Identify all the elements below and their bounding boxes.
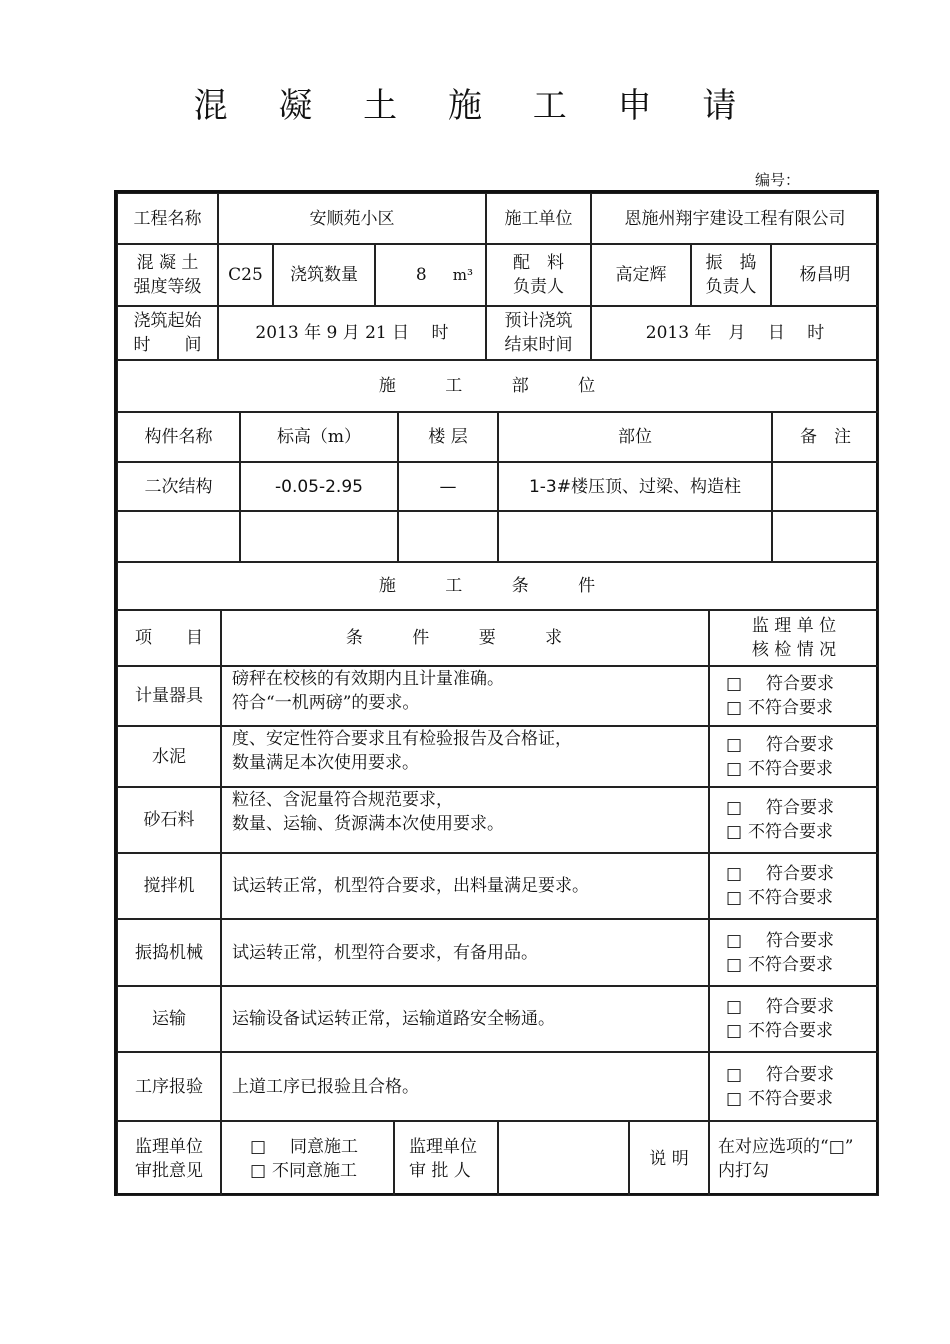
condition-check-mixer xyxy=(709,853,879,919)
option-nonconform-label: 不符合要求 xyxy=(748,954,833,975)
checkbox-icon[interactable]: □ xyxy=(725,888,743,908)
checkbox-icon[interactable]: □ xyxy=(725,997,743,1017)
approver-label-line1: 监理单位 xyxy=(409,1136,477,1157)
condition-req-process: 上道工序已报验且合格。 xyxy=(221,1052,709,1121)
option-nonconform[interactable] xyxy=(720,886,833,910)
mix-responsible-label-line2: 负责人 xyxy=(513,277,564,297)
condition-check-transport xyxy=(709,986,879,1052)
checkbox-icon[interactable]: □ xyxy=(725,1088,743,1109)
pour-start-label-line1: 浇筑起始 xyxy=(133,311,202,331)
location-empty-elevation xyxy=(240,511,398,562)
approval-opinion-label-line2: 审批意见 xyxy=(135,1160,203,1181)
location-empty-floor xyxy=(398,511,498,562)
note-text-line2: 内打勾 xyxy=(718,1160,769,1181)
mix-responsible-label-line1: 配 料 xyxy=(513,253,564,273)
condition-item-cement: 水泥 xyxy=(117,726,221,787)
location-row-elevation: -0.05-2.95 xyxy=(240,462,398,511)
condition-check-process xyxy=(709,1052,879,1121)
option-conform[interactable] xyxy=(720,929,834,953)
approval-opinion-label xyxy=(117,1121,221,1196)
document-title: 混 凝 土 施 工 申 请 xyxy=(193,86,757,126)
approval-opinion-label-line1: 监理单位 xyxy=(135,1136,203,1157)
condition-check-aggregate xyxy=(709,787,879,853)
option-conform[interactable] xyxy=(720,672,834,696)
project-name-label: 工程名称 xyxy=(117,193,218,244)
condition-item-vibrator: 振捣机械 xyxy=(117,919,221,986)
condition-req-line2: 数量满足本次使用要求。 xyxy=(232,753,419,773)
condition-item-mixer: 搅拌机 xyxy=(117,853,221,919)
condition-item-process: 工序报验 xyxy=(117,1052,221,1121)
condition-req-measuring xyxy=(221,666,709,726)
option-nonconform[interactable] xyxy=(720,1087,833,1111)
strength-grade-label-line1: 混 凝 土 xyxy=(136,253,199,273)
pour-start-label-line2: 时 间 xyxy=(133,335,202,355)
option-conform-label: 符合要求 xyxy=(766,734,834,755)
condition-req-line1: 粒径、含泥量符合规范要求， xyxy=(232,790,453,810)
option-nonconform[interactable] xyxy=(720,820,833,844)
location-header-component: 构件名称 xyxy=(117,412,240,462)
option-nonconform-label: 不符合要求 xyxy=(748,1088,833,1109)
option-nonconform-label: 不符合要求 xyxy=(748,888,833,908)
pour-quantity-label: 浇筑数量 xyxy=(273,244,375,306)
checkbox-icon[interactable]: □ xyxy=(725,674,743,694)
option-agree[interactable] xyxy=(244,1135,358,1159)
checkbox-icon[interactable]: □ xyxy=(725,1021,743,1041)
location-header-elevation: 标高（m） xyxy=(240,412,398,462)
option-disagree[interactable] xyxy=(244,1159,357,1183)
conditions-section-title: 施 工 条 件 xyxy=(117,562,879,610)
note-text xyxy=(709,1121,879,1196)
location-empty-remarks xyxy=(772,511,879,562)
option-nonconform-label: 不符合要求 xyxy=(748,1021,833,1041)
approver-label-line2: 审 批 人 xyxy=(409,1160,471,1181)
option-conform-label: 符合要求 xyxy=(766,864,834,884)
condition-check-cement xyxy=(709,726,879,787)
option-conform-label: 符合要求 xyxy=(766,1064,834,1085)
location-empty-component xyxy=(117,511,240,562)
mix-responsible-label xyxy=(486,244,591,306)
conditions-header-check-line2: 核 检 情 况 xyxy=(751,640,837,660)
location-row-remarks xyxy=(772,462,879,511)
condition-item-measuring: 计量器具 xyxy=(117,666,221,726)
location-row-part: 1-3#楼压顶、过梁、构造柱 xyxy=(498,462,772,511)
vibration-responsible-value: 杨昌明 xyxy=(771,244,879,306)
location-row-component: 二次结构 xyxy=(117,462,240,511)
checkbox-icon[interactable]: □ xyxy=(249,1136,267,1157)
conditions-header-check-line1: 监 理 单 位 xyxy=(751,616,837,636)
mix-responsible-value: 高定辉 xyxy=(591,244,691,306)
condition-item-aggregate: 砂石料 xyxy=(117,787,221,853)
location-header-remarks: 备 注 xyxy=(772,412,879,462)
pour-quantity-unit: m³ xyxy=(452,266,473,284)
option-conform[interactable] xyxy=(720,862,834,886)
note-label: 说 明 xyxy=(629,1121,709,1196)
condition-req-transport: 运输设备试运转正常，运输道路安全畅通。 xyxy=(221,986,709,1052)
strength-grade-label xyxy=(117,244,218,306)
condition-item-transport: 运输 xyxy=(117,986,221,1052)
option-conform-label: 符合要求 xyxy=(766,674,834,694)
serial-number-label: 编号： xyxy=(755,171,801,189)
option-nonconform-label: 不符合要求 xyxy=(748,698,833,718)
option-nonconform[interactable] xyxy=(720,953,833,977)
option-conform[interactable] xyxy=(720,733,834,757)
note-text-line1: 在对应选项的“□” xyxy=(718,1136,854,1157)
checkbox-icon[interactable]: □ xyxy=(725,1064,743,1085)
approver-label xyxy=(394,1121,498,1196)
checkbox-icon[interactable]: □ xyxy=(725,698,743,718)
pour-start-value: 2013 年 9 月 21 日 时 xyxy=(218,306,486,360)
pour-end-label xyxy=(486,306,591,360)
pour-end-label-line2: 结束时间 xyxy=(504,335,573,355)
checkbox-icon[interactable]: □ xyxy=(725,930,743,951)
vibration-responsible-label-line2: 负责人 xyxy=(705,277,757,297)
option-conform[interactable] xyxy=(720,995,834,1019)
condition-req-vibrator: 试运转正常，机型符合要求，有备用品。 xyxy=(221,919,709,986)
project-name-value: 安顺苑小区 xyxy=(218,193,486,244)
location-row-floor: — xyxy=(398,462,498,511)
condition-req-line1: 度、安定性符合要求且有检验报告及合格证， xyxy=(232,729,572,749)
strength-grade-label-line2: 强度等级 xyxy=(133,277,202,297)
option-nonconform[interactable] xyxy=(720,1019,833,1043)
condition-check-measuring xyxy=(709,666,879,726)
conditions-header-item: 项 目 xyxy=(117,610,221,666)
vibration-responsible-label xyxy=(691,244,771,306)
option-conform-label: 符合要求 xyxy=(766,997,834,1017)
pour-end-value: 2013 年 月 日 时 xyxy=(591,306,879,360)
checkbox-icon[interactable]: □ xyxy=(725,758,743,779)
conditions-header-requirement: 条 件 要 求 xyxy=(221,610,709,666)
checkbox-icon[interactable]: □ xyxy=(725,954,743,975)
condition-req-aggregate xyxy=(221,787,709,853)
location-header-floor: 楼 层 xyxy=(398,412,498,462)
option-conform-label: 符合要求 xyxy=(766,930,834,951)
pour-quantity-number: 8 xyxy=(415,265,427,285)
option-conform-label: 符合要求 xyxy=(766,798,834,818)
strength-grade-value: C25 xyxy=(218,244,273,306)
checkbox-icon[interactable]: □ xyxy=(725,864,743,884)
option-nonconform[interactable] xyxy=(720,696,833,720)
construction-unit-label: 施工单位 xyxy=(486,193,591,244)
option-disagree-label: 不同意施工 xyxy=(272,1160,357,1181)
option-conform[interactable] xyxy=(720,1063,834,1087)
application-form xyxy=(114,190,879,1196)
option-conform[interactable] xyxy=(720,796,834,820)
location-section-title: 施 工 部 位 xyxy=(117,360,879,412)
condition-req-line2: 数量、运输、货源满本次使用要求。 xyxy=(232,814,504,834)
option-nonconform[interactable] xyxy=(720,757,833,781)
option-nonconform-label: 不符合要求 xyxy=(748,822,833,842)
condition-req-mixer: 试运转正常，机型符合要求，出料量满足要求。 xyxy=(221,853,709,919)
construction-unit-value: 恩施州翔宇建设工程有限公司 xyxy=(591,193,879,244)
option-agree-label: 同意施工 xyxy=(290,1136,358,1157)
pour-start-label xyxy=(117,306,218,360)
conditions-header-check xyxy=(709,610,879,666)
checkbox-icon[interactable]: □ xyxy=(725,734,743,755)
checkbox-icon[interactable]: □ xyxy=(725,822,743,842)
checkbox-icon[interactable]: □ xyxy=(725,798,743,818)
approval-opinion-options xyxy=(221,1121,394,1196)
condition-req-line2: 符合“一机两磅”的要求。 xyxy=(232,693,420,713)
condition-check-vibrator xyxy=(709,919,879,986)
location-header-part: 部位 xyxy=(498,412,772,462)
pour-quantity-value xyxy=(375,244,486,306)
vibration-responsible-label-line1: 振 捣 xyxy=(705,253,757,273)
location-empty-part xyxy=(498,511,772,562)
condition-req-cement xyxy=(221,726,709,787)
option-nonconform-label: 不符合要求 xyxy=(748,758,833,779)
checkbox-icon[interactable]: □ xyxy=(249,1160,267,1181)
approver-signature-field[interactable] xyxy=(498,1121,629,1196)
condition-req-line1: 磅秤在校核的有效期内且计量准确。 xyxy=(232,669,504,689)
pour-end-label-line1: 预计浇筑 xyxy=(504,311,573,331)
